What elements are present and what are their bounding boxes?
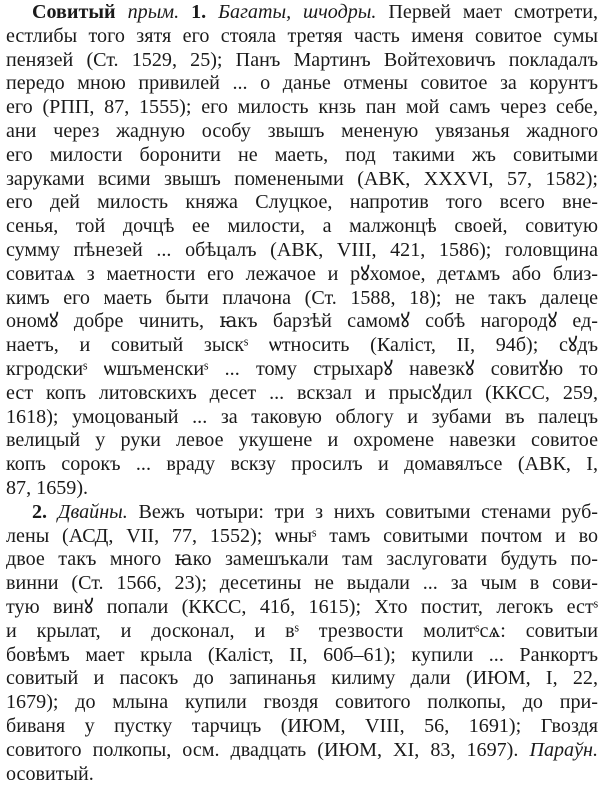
text-line: осовитый. [6, 763, 598, 786]
text-line: Первей мает смотрети, [388, 1, 598, 23]
sense-1-paragraph [6, 1, 598, 501]
entry-line [6, 1, 598, 25]
text-line: сенья, той дочцѣ ее милости, а малжонцѣ своей, совитую [6, 215, 598, 239]
text-line: 1618); умоцованый ... за таковую облогу и зубами въ палецъ [6, 406, 598, 430]
text-line: винни (Ст. 1566, 23); десетины не выдали ... за чым в сови- [6, 572, 598, 596]
dictionary-page [0, 1, 602, 761]
text-line: его (РПП, 87, 1555); его милость кнзь пан мой самъ через себе, [6, 96, 598, 120]
text-line: тую винꙋ попали (ККСС, 41б, 1615); Хто постит, легокъ естˢ [6, 596, 598, 620]
sense-definition: Двайны. [58, 501, 128, 523]
text-line: ани через жадную особу звышъ мененую увязанья жадного [6, 120, 598, 144]
crossref-label: Параўн. [529, 739, 598, 761]
sense-2-paragraph [6, 501, 598, 786]
text-line: биваня у пустку тарчицъ (ИЮМ, VIII, 56, 1691); Гвоздя [6, 715, 598, 739]
headword: Совитый [32, 1, 116, 23]
text-line: Вежъ чотыри: три з нихъ совитыми стенами руб- [138, 501, 598, 523]
text-line: и крылат, и досконал, и вˢ трезвости молитˢсѧ: совитыи [6, 620, 598, 644]
text-line: кгродскиˢ ѡшъменскиˢ ... тому стрыхарꙋ навезкꙋ совитꙋю то [6, 358, 598, 382]
text-line: ономꙋ добре чинить, ꙗкъ барзѣй самомꙋ собѣ нагородꙋ ед- [6, 310, 598, 334]
text-line: естлибы того зятя его стояла третяя часть именя совитое сумы [6, 25, 598, 49]
text-line: велицый у руки левое укушене и охромене навезки совитое [6, 429, 598, 453]
sense-number: 1. [191, 1, 206, 23]
text-line: его дей милость княжа Слуцкое, напротив того всего вне- [6, 191, 598, 215]
text-line: заруками всими звышъ поменеными (АВК, XXXVI, 57, 1582); [6, 168, 598, 192]
text-line: передо мною привилей ... о данье отмены совитое за корунтъ [6, 72, 598, 96]
text-line: совитого полкопы, осм. двадцать (ИЮМ, ХІ, 83, 1697). [6, 739, 518, 761]
text-line: лены (АСД, VII, 77, 1552); ѡныˢ тамъ совитыми почтом и во [6, 525, 598, 549]
text-line: бовѣмъ мает крыла (Каліст, II, 60б–61); купили ... Ранкортъ [6, 644, 598, 668]
text-line: 1679); до млына купили гвоздя совитого полкопы, до при- [6, 691, 598, 715]
text-line: кимъ его маеть быти плачона (Ст. 1588, 18); не такъ далеце [6, 287, 598, 311]
text-line: сумму пѣнезей ... обѣцалъ (АВК, VIII, 421, 1586); головщина [6, 239, 598, 263]
sense-number: 2. [32, 501, 47, 523]
text-line: 87, 1659). [6, 477, 598, 501]
sense-2-first-line [6, 501, 598, 525]
text-line-with-crossref [6, 739, 598, 763]
text-line: пенязей (Ст. 1529, 25); Панъ Мартинъ Войтеховичъ покладалъ [6, 49, 598, 73]
text-line: совитый и пасокъ до запинанья килиму дали (ИЮМ, І, 22, [6, 667, 598, 691]
text-line: двое такъ много ꙗко замешъкали там заслуговати будуть по- [6, 548, 598, 572]
part-of-speech: прым. [128, 1, 180, 23]
text-line: совитаѧ з маетности его лежачое и рꙋхомое, детѧмъ або близ- [6, 263, 598, 287]
text-line: наетъ, и совитый зыскˢ ѡтносить (Каліст, II, 94б); сꙋдъ [6, 334, 598, 358]
sense-definition: Багаты, шчодры. [218, 1, 376, 23]
text-line: ест копъ литовскихъ десет ... вскзал и прысꙋдил (ККСС, 259, [6, 382, 598, 406]
text-line: копъ сорокъ ... враду вскзу просилъ и домавялъсе (АВК, І, [6, 453, 598, 477]
text-line: его милости боронити не маеть, под такими жъ совитыми [6, 144, 598, 168]
